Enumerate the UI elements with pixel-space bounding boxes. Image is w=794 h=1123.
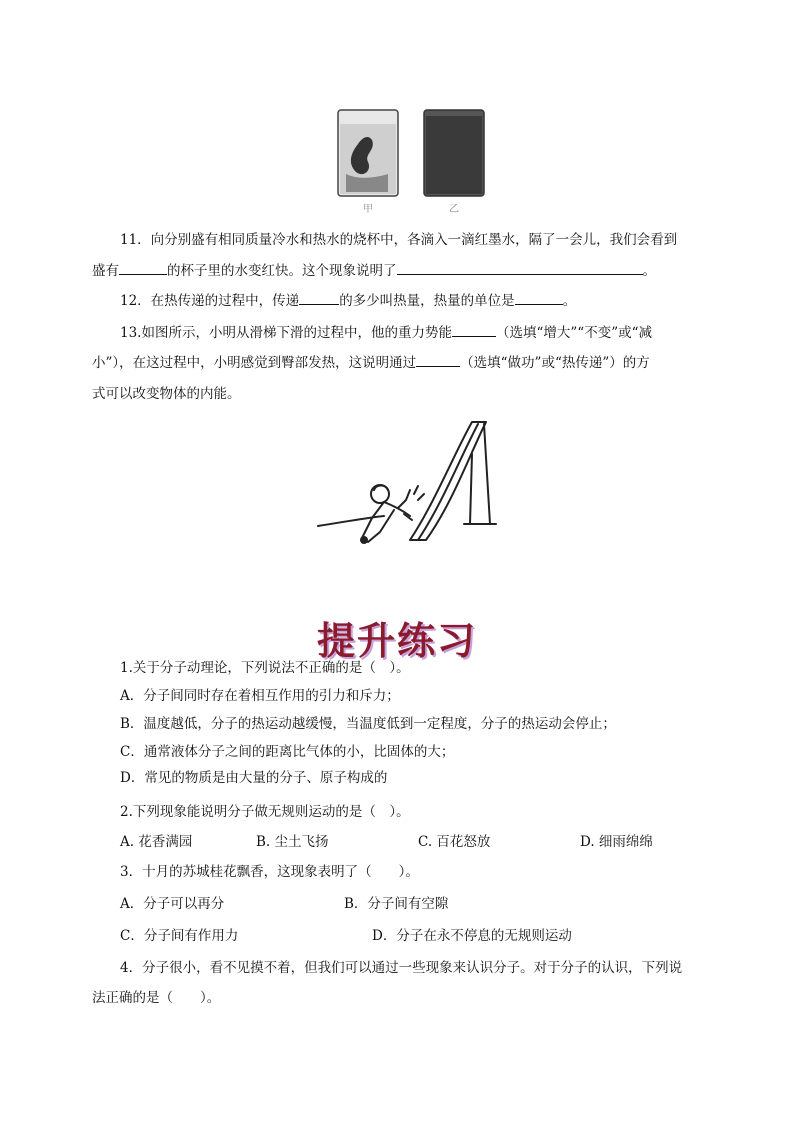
q11-line2: 盛有 的杯子里的水变红快。这个现象说明了 。: [92, 260, 656, 281]
q13-line1: 13.如图所示，小明从滑梯下滑的过程中，他的重力势能 （选填“增大”“不变”或“减: [120, 322, 652, 343]
p2-option-d[interactable]: D. 细雨绵绵: [580, 834, 653, 850]
p1-option-c[interactable]: C．通常液体分子之间的距离比气体的小，比固体的大；: [120, 744, 455, 760]
q13-blank2[interactable]: [416, 352, 460, 367]
p3-option-a[interactable]: A．分子可以再分: [120, 896, 225, 912]
p2-stem: 2.下列现象能说明分子做无规则运动的是（ ）。: [120, 804, 410, 820]
section-title: 提升练习: [316, 619, 477, 663]
p3-option-d[interactable]: D．分子在永不停息的无规则运动: [372, 928, 572, 944]
p1-option-a[interactable]: A．分子间同时存在着相互作用的引力和斥力；: [120, 688, 400, 704]
q12-line: 12．在热传递的过程中，传递 的多少叫热量，热量的单位是 。: [120, 290, 576, 311]
p3-option-b[interactable]: B．分子间有空隙: [344, 896, 449, 912]
p4-line1: 4．分子很小，看不见摸不着，但我们可以通过一些现象来认识分子。对于分子的认识，下列说: [120, 960, 683, 976]
q12-blank2[interactable]: [515, 290, 563, 305]
p2-option-c[interactable]: C. 百花怒放: [418, 834, 491, 850]
beaker-label-left: 甲: [363, 204, 373, 215]
q13-line3: 式可以改变物体的内能。: [92, 386, 241, 402]
q13-line2: 小”），在这过程中，小明感觉到臀部发热，这说明通过 （选填“做功”或“热传递”）的方: [92, 352, 650, 373]
p3-option-c[interactable]: C．分子间有作用力: [120, 928, 239, 944]
slide-figure: [314, 414, 500, 556]
q13-blank1[interactable]: [452, 322, 496, 337]
q12-blank1[interactable]: [299, 290, 339, 305]
p2-option-b[interactable]: B. 尘土飞扬: [256, 834, 329, 850]
p1-stem: 1.关于分子动理论，下列说法不正确的是（ ）。: [120, 660, 410, 676]
q11-line1: 11．向分别盛有相同质量冷水和热水的烧杯中，各滴入一滴红墨水，隔了一会儿，我们会看到: [120, 232, 678, 248]
p1-option-d[interactable]: D．常见的物质是由大量的分子、原子构成的: [120, 770, 388, 786]
q11-blank2[interactable]: [397, 260, 643, 275]
beakers-figure: [328, 104, 498, 216]
p3-stem: 3．十月的苏城桂花飘香，这现象表明了（ ）。: [120, 864, 419, 880]
q11-blank1[interactable]: [119, 260, 167, 275]
p1-option-b[interactable]: B．温度越低，分子的热运动越缓慢，当温度低到一定程度，分子的热运动会停止；: [120, 716, 616, 732]
beaker-label-right: 乙: [449, 204, 459, 215]
p4-line2: 法正确的是（ ）。: [92, 990, 221, 1006]
p2-option-a[interactable]: A. 花香满园: [120, 834, 193, 850]
